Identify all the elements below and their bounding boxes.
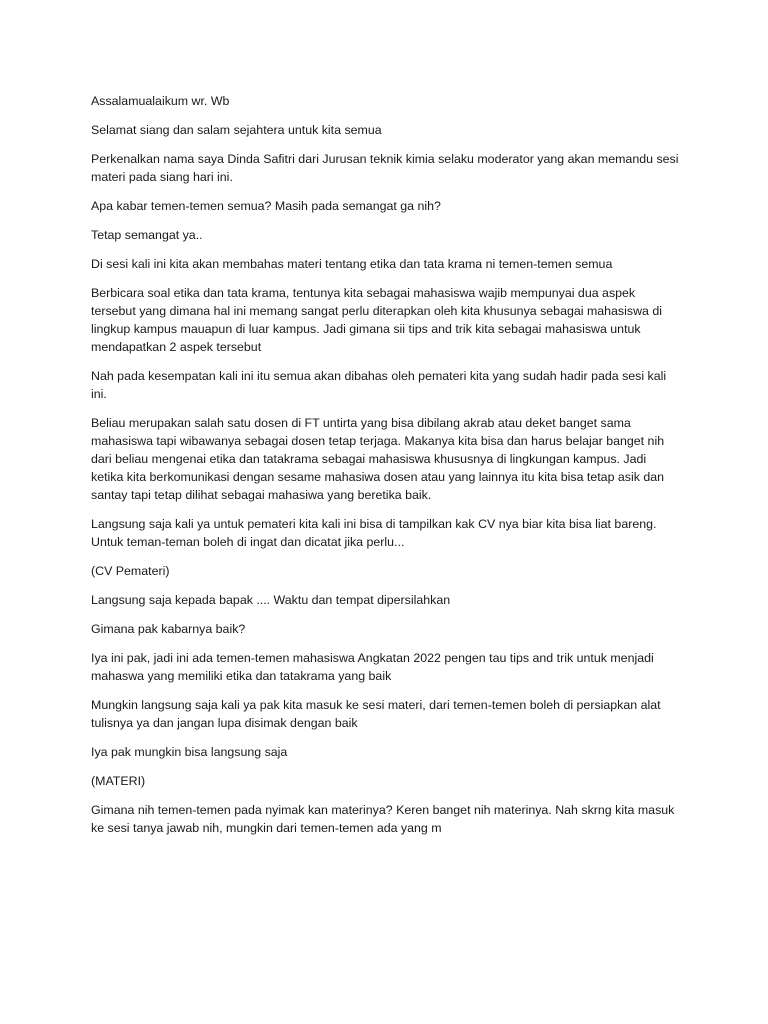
- paragraph-students-request: Iya ini pak, jadi ini ada temen-temen mahasiswa Angkatan 2022 pengen tau tips and trik untuk menjadi mahaswa yang memiliki etika dan tatakrama yang baik: [91, 651, 654, 683]
- document-body: [91, 92, 681, 848]
- paragraph-start-material: Mungkin langsung saja kali ya pak kita masuk ke sesi materi, dari temen-temen boleh di persiapkan alat tulisnya ya dan jangan lupa disimak dengan baik: [91, 698, 661, 730]
- paragraph-keep-spirit: Tetap semangat ya..: [91, 228, 203, 242]
- paragraph-speaker-description: Beliau merupakan salah satu dosen di FT untirta yang bisa dibilang akrab atau deket banget sama mahasiswa tapi wibawanya sebagai dosen tetap terjaga. Makanya kita bisa dan harus belajar banget nih dari beliau mengenai etika dan tatakrama sebagai mahasiswa khususnya di lingkungan kampus. Jadi ketika kita berkomunikasi dengan sesame mahasiwa dosen atau yang lainnya itu kita bisa tetap asik dan santay tapi tetap dilihat sebagai mahasiwa yang beretika baik.: [91, 416, 665, 502]
- paragraph-how-are-you: Apa kabar temen-temen semua? Masih pada semangat ga nih?: [91, 199, 441, 213]
- paragraph-introduction: Perkenalkan nama saya Dinda Safitri dari Jurusan teknik kimia selaku moderator yang akan memandu sesi materi pada siang hari ini.: [91, 152, 679, 184]
- paragraph-show-cv: Langsung saja kali ya untuk pemateri kita kali ini bisa di tampilkan kak CV nya biar kita bisa liat bareng. Untuk teman-teman boleh di ingat dan dicatat jika perlu...: [91, 517, 657, 549]
- paragraph-handover: Langsung saja kepada bapak .... Waktu dan tempat dipersilahkan: [91, 593, 451, 607]
- paragraph-go-ahead: Iya pak mungkin bisa langsung saja: [91, 745, 288, 759]
- paragraph-ethics-overview: Berbicara soal etika dan tata krama, tentunya kita sebagai mahasiswa wajib mempunyai dua aspek tersebut yang dimana hal ini memang sangat perlu diterapkan oleh kita khusunya sebagai mahasiswa di lingkup kampus mauapun di luar kampus. Jadi gimana sii tips and trik kita sebagai mahasiswa untuk mendapatkan 2 aspek tersebut: [91, 286, 663, 354]
- paragraph-session-topic: Di sesi kali ini kita akan membahas materi tentang etika dan tata krama ni temen-temen semua: [91, 257, 613, 271]
- paragraph-greeting-speaker: Gimana pak kabarnya baik?: [91, 622, 246, 636]
- paragraph-qa-session: Gimana nih temen-temen pada nyimak kan materinya? Keren banget nih materinya. Nah skrng kita masuk ke sesi tanya jawab nih, mungkin dari temen-temen ada yang m: [91, 803, 675, 835]
- paragraph-speaker-present: Nah pada kesempatan kali ini itu semua akan dibahas oleh pemateri kita yang sudah hadir pada sesi kali ini.: [91, 369, 667, 401]
- paragraph-cv-marker: (CV Pemateri): [91, 564, 170, 578]
- paragraph-greeting: Assalamualaikum wr. Wb: [91, 94, 230, 108]
- paragraph-welcome: Selamat siang dan salam sejahtera untuk kita semua: [91, 123, 382, 137]
- paragraph-material-marker: (MATERI): [91, 774, 146, 788]
